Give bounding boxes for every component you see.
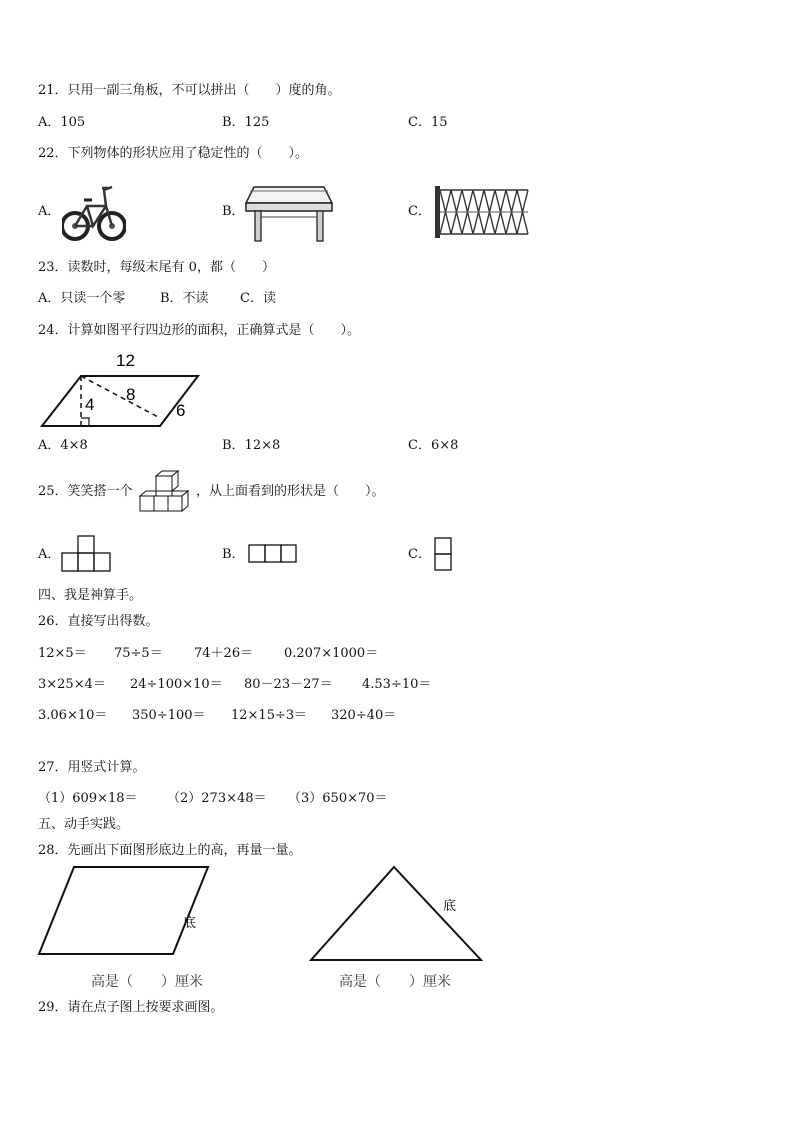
q26-prompt: 26．直接写出得数。: [38, 614, 159, 629]
q26-r3-1: 3.06×10＝: [38, 708, 108, 723]
table-icon: [244, 185, 334, 243]
q29-prompt: 29．请在点子图上按要求画图。: [38, 1000, 224, 1015]
q24-label-side: 6: [176, 401, 186, 420]
q21-prompt: 21．只用一副三角板，不可以拼出（ ）度的角。: [38, 83, 341, 98]
q24-parallelogram-figure: [38, 348, 208, 430]
q23-option-b: B．不读: [160, 291, 209, 306]
q28-parallelogram-figure: [36, 864, 216, 958]
q26-r2-1: 3×25×4＝: [38, 677, 106, 692]
q25-prompt-after: ，从上面看到的形状是（ ）。: [196, 484, 385, 499]
q28-triangle-base-label: 底: [443, 898, 457, 913]
q24-prompt: 24．计算如图平行四边形的面积，正确算式是（ ）。: [38, 323, 361, 338]
q26-r2-2: 24÷100×10＝: [130, 677, 223, 692]
bicycle-icon: [62, 178, 126, 244]
q23-option-c: C．读: [240, 291, 276, 306]
q25-option-a: A．: [38, 547, 61, 562]
q21-option-c: C．15: [408, 115, 448, 130]
q28-parallelogram-base-label: 底: [183, 915, 197, 930]
q27-item-3: （3）650×70＝: [288, 791, 388, 806]
q27-prompt: 27．用竖式计算。: [38, 760, 146, 775]
q24-option-c: C．6×8: [408, 438, 459, 453]
q22-option-a: A．: [38, 204, 61, 219]
q25-prompt-before: 25．笑笑搭一个: [38, 484, 133, 499]
q25-option-c: C．: [408, 547, 431, 562]
q26-r3-3: 12×15÷3＝: [231, 708, 308, 723]
q28-parallelogram-answer: 高是（ ）厘米: [91, 973, 203, 989]
q21-option-a: A．105: [38, 115, 86, 130]
q25-option-a-shape: [61, 535, 113, 573]
q24-option-b: B．12×8: [222, 438, 281, 453]
q26-r2-3: 80－23－27＝: [244, 677, 333, 692]
q28-prompt: 28．先画出下面图形底边上的高，再量一量。: [38, 843, 302, 858]
q22-prompt: 22．下列物体的形状应用了稳定性的（ ）。: [38, 146, 309, 161]
q28-triangle-answer: 高是（ ）厘米: [339, 973, 451, 989]
q24-label-diag: 8: [126, 385, 136, 404]
q26-r3-2: 350÷100＝: [132, 708, 206, 723]
q28-triangle-figure: [309, 864, 485, 964]
q26-r1-1: 12×5＝: [38, 646, 87, 661]
q24-label-height: 4: [85, 395, 95, 414]
q25-option-b-shape: [248, 544, 298, 564]
q27-item-1: （1）609×18＝: [38, 791, 138, 806]
section4-title: 四、我是神算手。: [38, 588, 143, 603]
q26-r2-4: 4.53÷10＝: [362, 677, 432, 692]
q21-option-b: B．125: [222, 115, 270, 130]
q25-option-b: B．: [222, 547, 245, 562]
retractable-gate-icon: [433, 186, 529, 238]
q23-option-a: A．只读一个零: [38, 291, 126, 306]
q26-r3-4: 320÷40＝: [331, 708, 397, 723]
q27-item-2: （2）273×48＝: [167, 791, 267, 806]
q26-r1-2: 75÷5＝: [114, 646, 163, 661]
q24-option-a: A．4×8: [38, 438, 88, 453]
q25-option-c-shape: [434, 537, 454, 573]
q22-option-b: B．: [222, 204, 245, 219]
q24-label-top: 12: [116, 351, 135, 370]
q25-cube-stack-figure: [138, 470, 192, 512]
q26-r1-4: 0.207×1000＝: [284, 646, 379, 661]
q26-r1-3: 74＋26＝: [194, 646, 254, 661]
q22-option-c: C．: [408, 204, 431, 219]
q23-prompt: 23．读数时，每级末尾有 0，都（ ）: [38, 260, 275, 275]
section5-title: 五、动手实践。: [38, 817, 130, 832]
